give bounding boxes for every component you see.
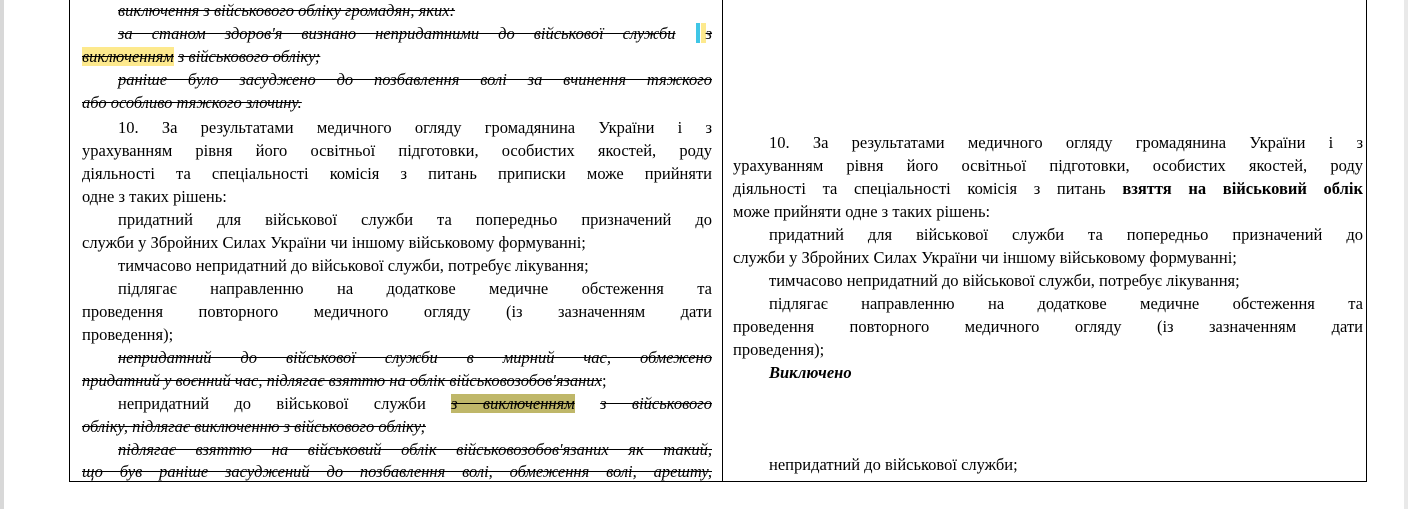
- text-line: [82, 185, 712, 208]
- deleted-text: непридатний до військової служби в мирний час, обмежено: [118, 348, 712, 367]
- paragraph-text: одне з таких рішень:: [82, 187, 227, 206]
- text-line: [82, 392, 712, 415]
- paragraph-text: діяльності та спеціальності комісія з питань приписки може прийняти: [82, 164, 712, 183]
- deleted-text: з військового обліку;: [177, 47, 321, 66]
- paragraph-text: придатний для військової служби та попередньо призначений до: [118, 210, 712, 229]
- paragraph-text: проведення);: [733, 340, 825, 359]
- text-line: [733, 361, 1363, 384]
- deleted-text: з: [705, 24, 713, 43]
- text-line: [82, 277, 712, 300]
- text-line: [733, 269, 1363, 292]
- paragraph-text: тимчасово непридатний до військової служби, потребує лікування;: [769, 271, 1240, 290]
- deleted-text: що був раніше засуджений до позбавлення волі, обмеження волі, арешту,: [82, 462, 712, 481]
- text-line: [82, 116, 712, 139]
- deleted-text: виключення з військового обліку громадян, яких:: [118, 1, 456, 20]
- paragraph-text: непридатний до військової служби;: [769, 455, 1018, 474]
- paragraph-text: проведення повторного медичного огляду (із зазначенням дати: [82, 302, 712, 321]
- text-line: [733, 246, 1363, 269]
- text-line: [82, 22, 712, 45]
- deleted-text: за станом здоров'я визнано непридатними до військової служби: [118, 24, 676, 43]
- paragraph-text: може прийняти одне з таких рішень:: [733, 202, 991, 221]
- text-line: [733, 131, 1363, 154]
- text-line: [82, 68, 712, 91]
- deleted-text: обліку, підлягає виключенню з військового обліку;: [82, 417, 426, 436]
- document-page: [4, 0, 1404, 509]
- text-line: [733, 223, 1363, 246]
- text-line: [733, 338, 1363, 361]
- text-line: [82, 45, 712, 68]
- paragraph-text: проведення повторного медичного огляду (із зазначенням дати: [733, 317, 1363, 336]
- paragraph-text: служби у Збройних Силах України чи іншому військовому формуванні;: [82, 233, 586, 252]
- comparison-table: [69, 0, 1367, 482]
- text-line: [82, 254, 712, 277]
- text-line: [82, 323, 712, 346]
- text-line: [733, 292, 1363, 315]
- text-line: [82, 438, 712, 461]
- paragraph-text: 10. За результатами медичного огляду громадянина України і з: [118, 118, 712, 137]
- deleted-text: придатний у воєнний час, підлягає взяттю на облік військовозобов'язаних: [82, 371, 602, 390]
- paragraph-text: тимчасово непридатний до військової служби, потребує лікування;: [118, 256, 589, 275]
- text-line: [733, 177, 1363, 200]
- highlighted-deleted-text: виключенням: [82, 47, 174, 66]
- text-cursor: [695, 24, 706, 43]
- paragraph-text: ;: [601, 371, 607, 390]
- text-line: [82, 91, 712, 114]
- text-line: [82, 0, 712, 22]
- text-line: [82, 208, 712, 231]
- paragraph-text: підлягає направленню на додаткове медичне обстеження та: [769, 294, 1363, 313]
- text-line: [82, 300, 712, 323]
- bold-inserted-text: взяття на військовий облік: [1122, 179, 1363, 198]
- paragraph-text: діяльності та спеціальності комісія з питань: [733, 179, 1106, 198]
- text-line: [733, 154, 1363, 177]
- paragraph-text: служби у Збройних Силах України чи іншому військовому формуванні;: [733, 248, 1237, 267]
- deleted-text: раніше було засуджено до позбавлення волі за вчинення тяжкого: [118, 70, 712, 89]
- paragraph-text: 10. За результатами медичного огляду громадянина України і з: [769, 133, 1363, 152]
- paragraph-text: підлягає направленню на додаткове медичне обстеження та: [118, 279, 712, 298]
- paragraph-text: урахуванням рівня його освітньої підготовки, особистих якостей, роду: [82, 141, 712, 160]
- deleted-text: підлягає взяттю на військовий облік військовозобов'язаних як такий,: [118, 440, 712, 459]
- excluded-label: Виключено: [769, 363, 852, 382]
- text-line: [733, 453, 1363, 476]
- text-line: [82, 139, 712, 162]
- text-line: [82, 369, 712, 392]
- paragraph-text: проведення);: [82, 325, 174, 344]
- text-line: [82, 231, 712, 254]
- highlighted-deleted-text: з виключенням: [451, 394, 575, 413]
- deleted-text: або особливо тяжкого злочину.: [82, 93, 302, 112]
- paragraph-text: придатний для військової служби та попередньо призначений до: [769, 225, 1363, 244]
- text-line: [82, 460, 712, 483]
- text-line: [82, 415, 712, 438]
- deleted-text: з військового: [600, 394, 712, 413]
- column-divider: [722, 0, 723, 481]
- paragraph-text: непридатний до військової служби: [118, 394, 426, 413]
- paragraph-text: урахуванням рівня його освітньої підготовки, особистих якостей, роду: [733, 156, 1363, 175]
- text-line: [82, 346, 712, 369]
- text-line: [733, 315, 1363, 338]
- text-line: [82, 162, 712, 185]
- text-line: [733, 200, 1363, 223]
